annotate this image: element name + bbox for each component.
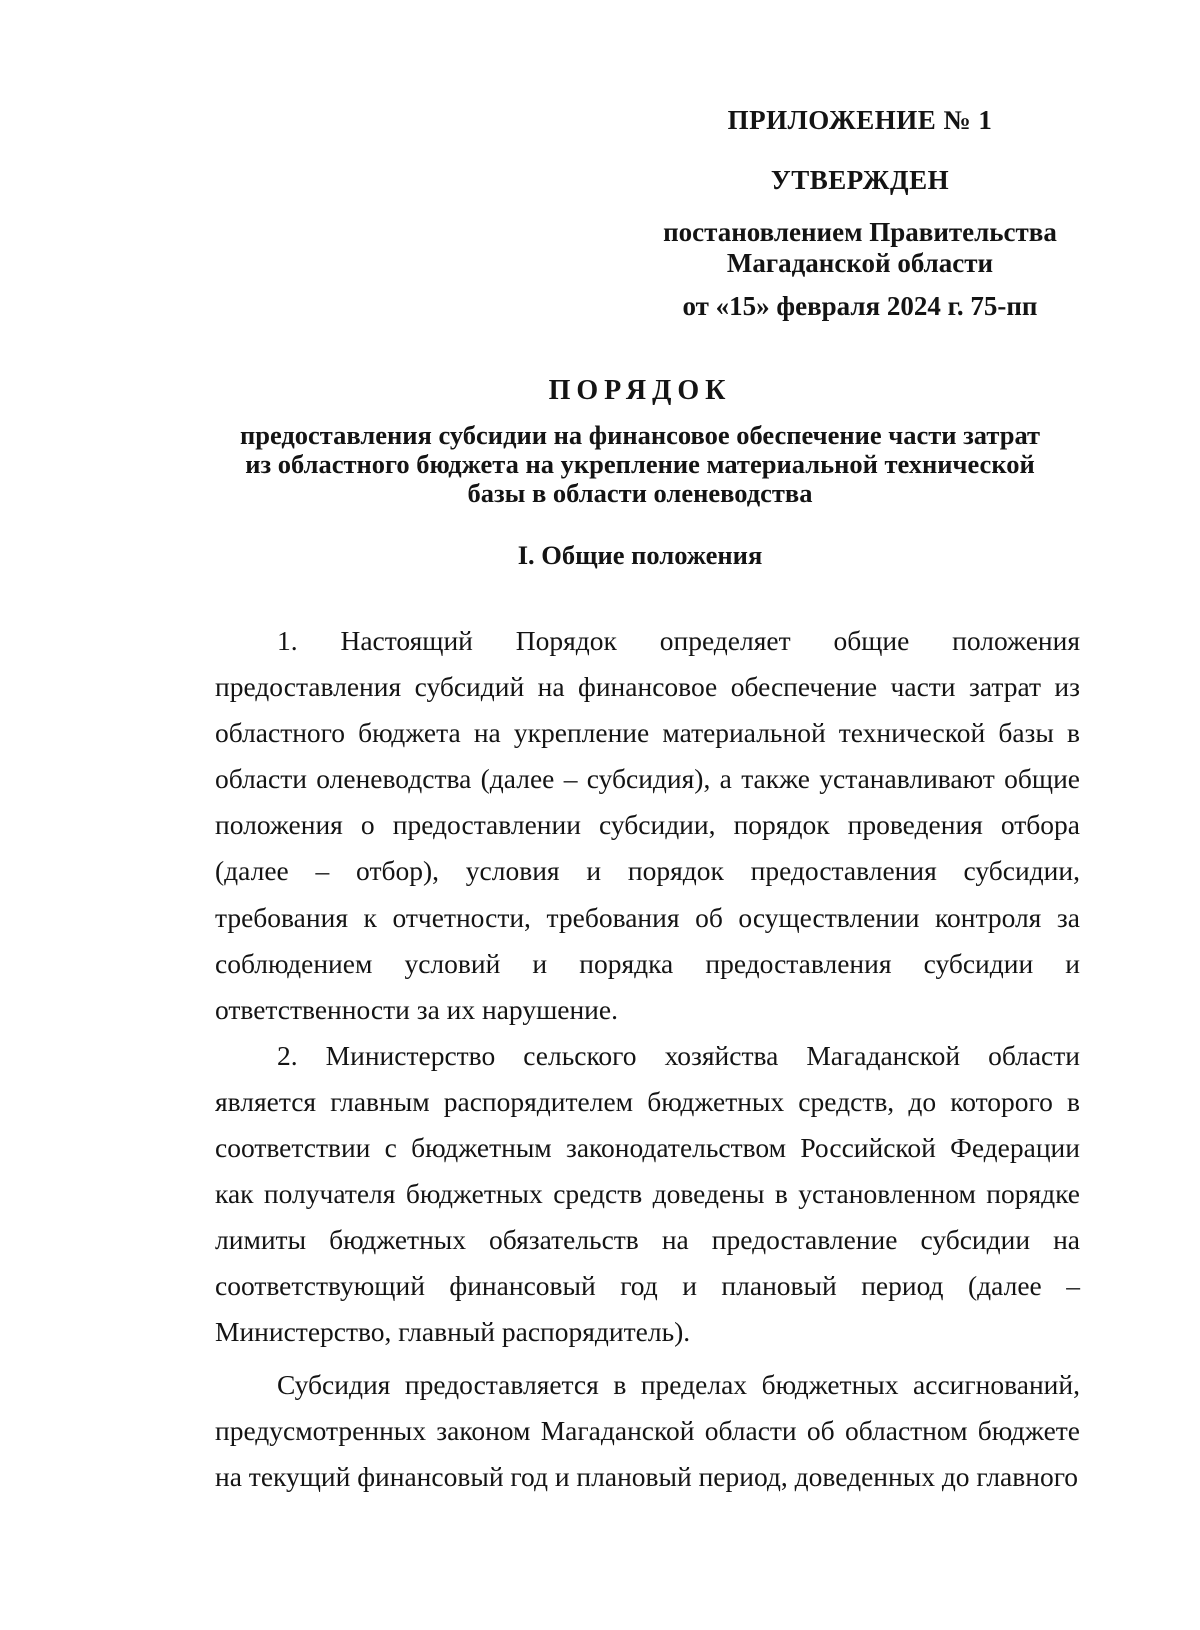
- section-heading: I. Общие положения: [517, 540, 763, 570]
- paragraph: 2. Министерство сельского хозяйства Магаданской области является главным распорядителем бюджетных средств, до которого в соответствии с бюджетным законодательством Российской Федерации как получателя бюджетных средств доведены в установленном порядке лимиты бюджетных обязательств на предоставление субсидии на соответствующий финансовый год и плановый период (далее – Министерство, главный распорядитель).: [215, 1039, 1080, 1348]
- approved-label: УТВЕРЖДЕН: [770, 165, 950, 195]
- paragraph: Субсидия предоставляется в пределах бюджетных ассигнований, предусмотренных законом Магаданской области об областном бюджете на текущий финансовый год и плановый период, доведенных до главного: [215, 1368, 1080, 1492]
- annex-label: ПРИЛОЖЕНИЕ № 1: [727, 105, 993, 135]
- approval-stamp-block: [650, 105, 1070, 322]
- document-title-block: [200, 375, 1080, 508]
- document-body: [215, 618, 1080, 1500]
- decree-region-line: Магаданской области: [726, 248, 994, 278]
- decree-reference-line: постановлением Правительства: [663, 217, 1057, 247]
- paragraph: 1. Настоящий Порядок определяет общие положения предоставления субсидий на финансовое обеспечение части затрат из областного бюджета на укрепление материальной технической базы в области оленеводства (далее – субсидия), а также устанавливают общие положения о предоставлении субсидии, порядок проведения отбора (далее – отбор), условия и порядок предоставления субсидии, требования к отчетности, требования об осуществлении контроля за соблюдением условий и порядка предоставления субсидии и ответственности за их нарушение.: [215, 625, 1080, 1025]
- document-title: ПОРЯДОК: [548, 375, 732, 406]
- document-subtitle: предоставления субсидии на финансовое обеспечение части затрат из областного бюджета на укрепление материальной технической базы в области оленеводства: [239, 420, 1041, 508]
- decree-date: от «15» февраля 2024 г. 75-пп: [682, 291, 1038, 321]
